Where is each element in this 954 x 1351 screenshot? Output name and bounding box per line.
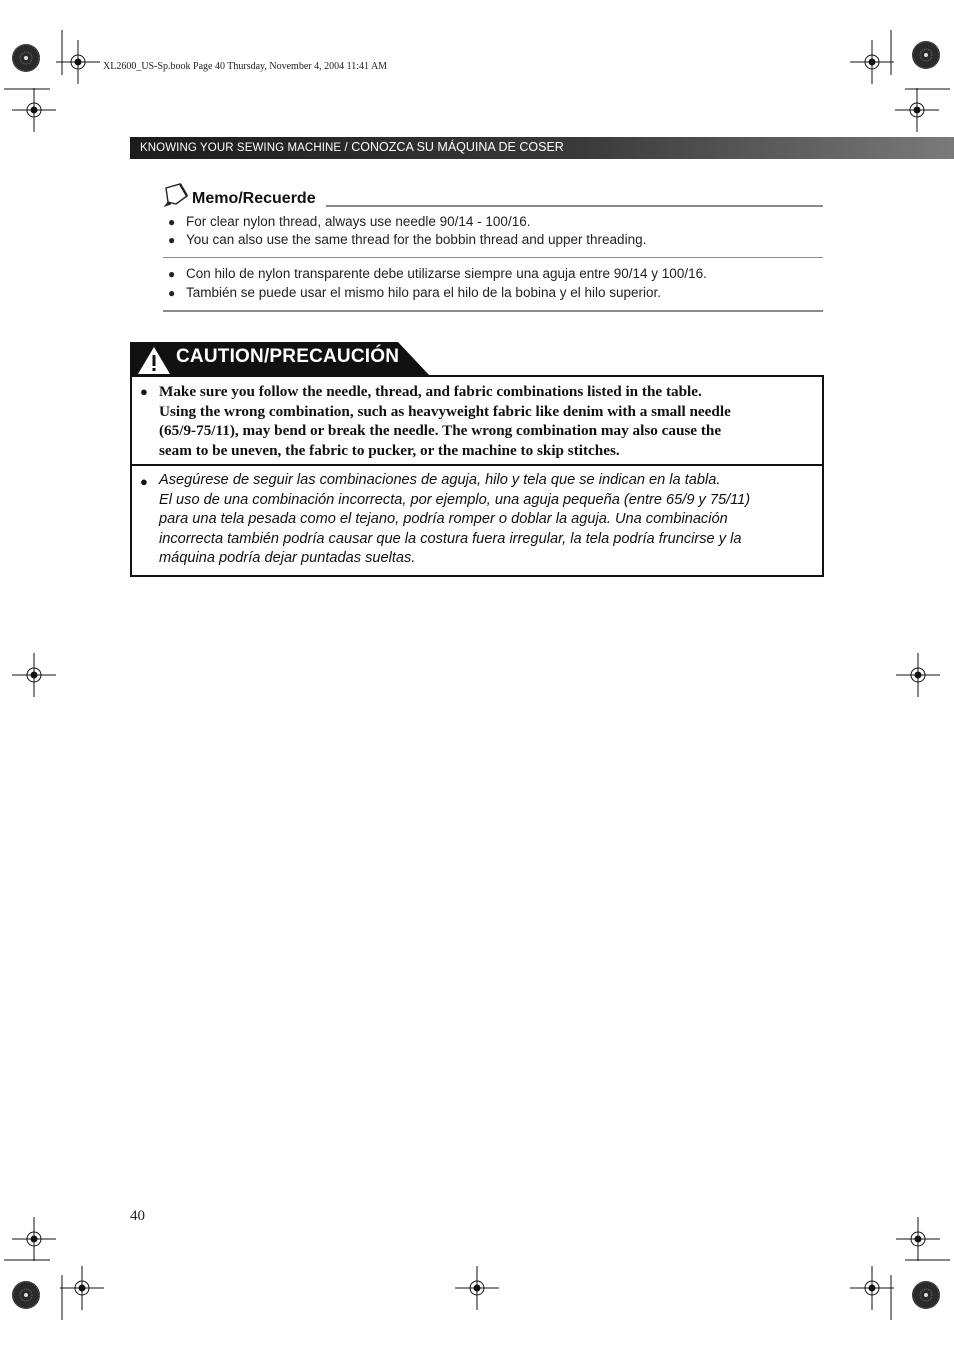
caution-divider [130, 464, 824, 466]
bullet: ● [168, 233, 176, 247]
memo-divider-bottom [163, 310, 823, 312]
bullet: ● [140, 384, 148, 399]
memo-item [168, 285, 661, 300]
memo-item-text: Con hilo de nylon transparente debe utilizarse siempre una aguja entre 90/14 y 100/16. [186, 266, 707, 281]
memo-item-text: You can also use the same thread for the bobbin thread and upper threading. [186, 232, 647, 247]
bullet: ● [168, 215, 176, 229]
caution-english-line: Make sure you follow the needle, thread, and fabric combinations listed in the table. [159, 383, 702, 400]
caution-spanish-line: incorrecta también podría causar que la costura fuera irregular, la tela podría fruncirse y la [159, 530, 742, 547]
section-header-bar [130, 137, 954, 159]
memo-title: Memo/Recuerde [192, 190, 316, 207]
memo-divider-middle [163, 257, 823, 258]
memo-pencil-icon [162, 182, 190, 208]
caution-spanish [159, 471, 750, 569]
caution-english-line: Using the wrong combination, such as heavyweight fabric like denim with a small needle [159, 402, 731, 420]
bullet: ● [168, 286, 176, 300]
memo-item [168, 232, 646, 247]
section-title-spanish: CONOZCA SU MÁQUINA DE COSER [351, 140, 564, 154]
memo-divider-top [326, 205, 823, 207]
caution-spanish-line: El uso de una combinación incorrecta, por ejemplo, una aguja pequeña (entre 65/9 y 75/11) [159, 491, 751, 508]
caution-english-line: (65/9-75/11), may bend or break the needle. The wrong combination may also cause the [159, 422, 722, 439]
memo-item-text: También se puede usar el mismo hilo para el hilo de la bobina y el hilo superior. [186, 285, 662, 300]
caution-english [159, 382, 731, 460]
caution-english-line: seam to be uneven, the fabric to pucker, or the machine to skip stitches. [159, 441, 620, 459]
page-number: 40 [130, 1208, 145, 1224]
memo-item-text: For clear nylon thread, always use needle 90/14 - 100/16. [186, 214, 531, 229]
caution-spanish-line: para una tela pesada como el tejano, podría romper o doblar la aguja. Una combinación [159, 511, 728, 527]
file-header: XL2600_US-Sp.book Page 40 Thursday, November 4, 2004 11:41 AM [103, 61, 388, 72]
section-title [140, 140, 564, 154]
caution-spanish-line: Asegúrese de seguir las combinaciones de aguja, hilo y tela que se indican en la tabla. [159, 472, 721, 488]
caution-title: CAUTION/PRECAUCIÓN [176, 346, 400, 367]
bullet: ● [168, 267, 176, 281]
bullet: ● [140, 474, 148, 489]
memo-item [168, 266, 707, 281]
memo-item [168, 214, 530, 229]
section-title-english: KNOWING YOUR SEWING MACHINE / [140, 142, 348, 154]
caution-spanish-line: máquina podría dejar puntadas sueltas. [159, 550, 416, 566]
